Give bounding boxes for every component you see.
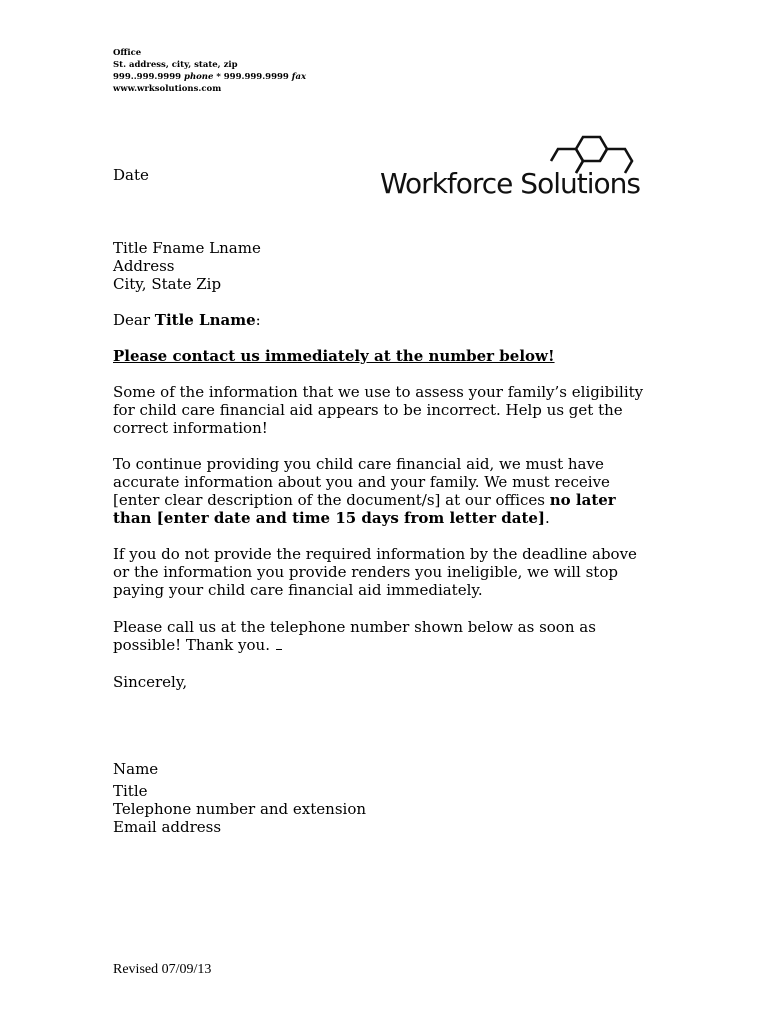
office-website: www.wrksolutions.com — [113, 84, 222, 94]
recipient-address — [113, 239, 673, 293]
recipient-street: Address — [113, 257, 175, 275]
signature-title: Title — [113, 782, 148, 800]
blank-field — [276, 639, 282, 650]
closing: Sincerely, — [113, 673, 188, 691]
contact-heading: Please contact us immediately at the number below! — [113, 347, 555, 365]
revised-date: Revised 07/09/13 — [113, 962, 212, 977]
office-phone-fax: 999..999.9999 phone * 999.999.9999 fax — [113, 72, 307, 82]
signature-name: Name — [113, 760, 159, 778]
paragraph-deadline: If you do not provide the required information by the deadline above or the information you provide renders you ineligible, we will stop paying your child care financial aid immediately. — [113, 545, 637, 599]
office-header — [113, 47, 306, 95]
paragraph-eligibility: Some of the information that we use to assess your family’s eligibility for child care financial aid appears to be incorrect. Help us get the correct information! — [113, 383, 644, 437]
signature-phone: Telephone number and extension — [113, 800, 367, 818]
letter-date: Date — [113, 166, 149, 184]
workforce-solutions-logo: Workforce Solutions — [380, 167, 640, 200]
paragraph-call: Please call us at the telephone number shown below as soon as possible! Thank you. — [113, 618, 596, 654]
salutation: Dear Title Lname: — [113, 311, 261, 329]
paragraph-documents: To continue providing you child care financial aid, we must have accurate information about you and your family. We must receive [enter clear description of the document/s] at our offices no later than [enter date and time 15 days from letter date]. — [113, 455, 616, 527]
office-label: Office — [113, 48, 142, 58]
signature-block — [113, 782, 673, 836]
recipient-city: City, State Zip — [113, 275, 222, 293]
office-address: St. address, city, state, zip — [113, 60, 238, 70]
recipient-name: Title Fname Lname — [113, 239, 261, 257]
signature-email: Email address — [113, 818, 222, 836]
